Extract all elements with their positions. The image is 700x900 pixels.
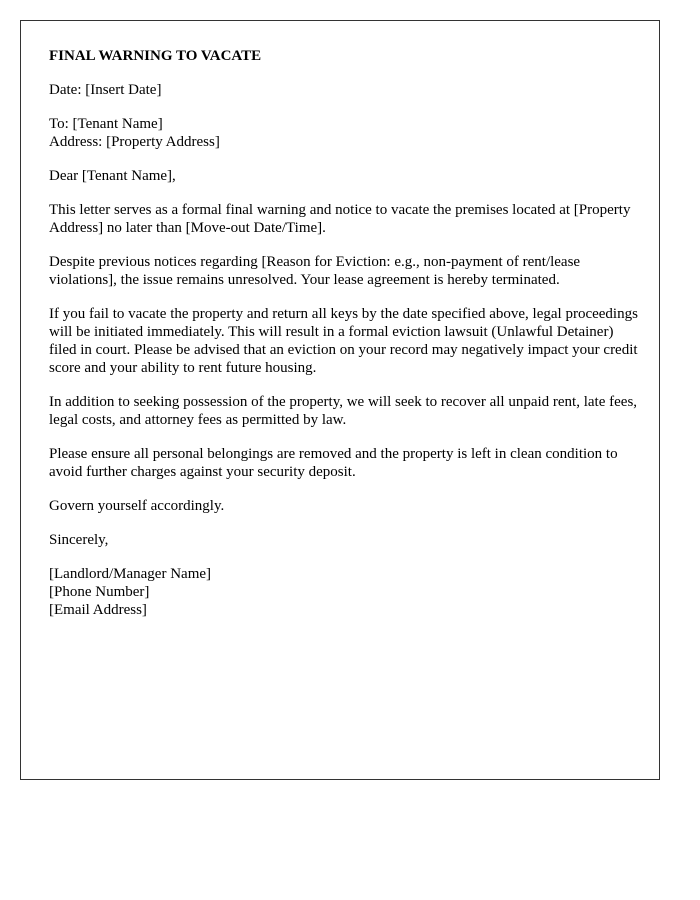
to-line: To: [Tenant Name] — [49, 116, 163, 132]
letter-title: FINAL WARNING TO VACATE — [49, 48, 262, 64]
signature-phone: [Phone Number] — [49, 584, 150, 600]
salutation: Dear [Tenant Name], — [49, 168, 176, 184]
address-line: Address: [Property Address] — [49, 134, 220, 150]
signature-email: [Email Address] — [49, 602, 147, 618]
closing: Sincerely, — [49, 532, 109, 548]
signature-block — [49, 565, 639, 619]
date-line: Date: [Insert Date] — [49, 82, 162, 98]
letter-body — [49, 47, 639, 635]
signature-name: [Landlord/Manager Name] — [49, 566, 212, 582]
paragraph-govern: Govern yourself accordingly. — [49, 498, 225, 514]
paragraph-notice: This letter serves as a formal final warning and notice to vacate the premises located at [Property Address] no later than [Move-out Date/Time]. — [49, 202, 631, 236]
recipient-block — [49, 115, 639, 151]
paragraph-reason: Despite previous notices regarding [Reason for Eviction: e.g., non-payment of rent/lease violations], the issue remains unresolved. Your lease agreement is hereby terminated. — [49, 254, 581, 288]
paragraph-legal: If you fail to vacate the property and return all keys by the date specified above, legal proceedings will be initiated immediately. This will result in a formal eviction lawsuit (Unlawful Detainer) filed in court. Please be advised that an eviction on your record may negatively impact your credit score and your ability to rent future housing. — [49, 306, 638, 376]
paragraph-recovery: In addition to seeking possession of the property, we will seek to recover all unpaid rent, late fees, legal costs, and attorney fees as permitted by law. — [49, 394, 638, 428]
letter-frame — [20, 20, 660, 780]
paragraph-belongings: Please ensure all personal belongings are removed and the property is left in clean condition to avoid further charges against your security deposit. — [49, 446, 618, 480]
